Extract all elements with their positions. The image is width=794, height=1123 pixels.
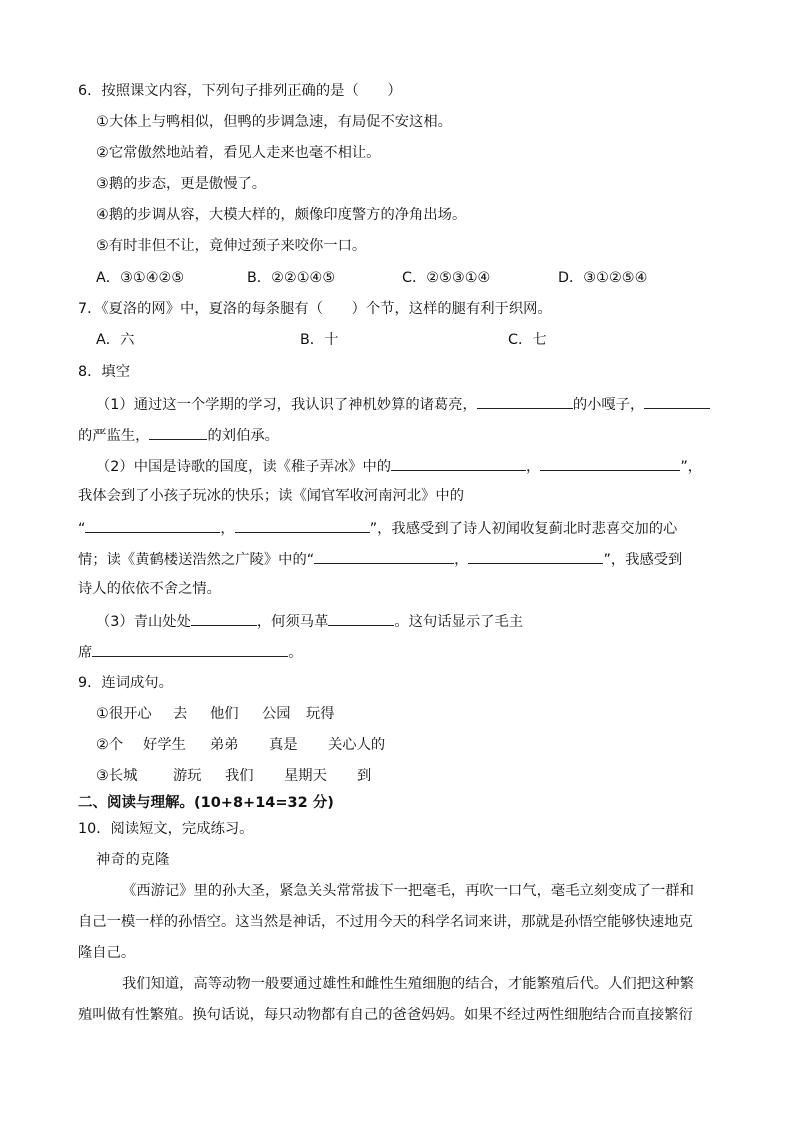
q6-item-3: ③鹅的步态，更是傲慢了。 <box>96 176 267 192</box>
q8-part2-line4 <box>78 548 682 570</box>
q6-item-1: ①大体上与鸭相似，但鸭的步调急速，有局促不安这相。 <box>96 114 452 130</box>
q6-item-2: ②它常傲然地站着，看见人走来也毫不相让。 <box>96 145 381 161</box>
q8-part1-text-d: 的刘伯承。 <box>207 428 279 444</box>
q9-word: 公园 <box>262 706 291 722</box>
comma: ， <box>454 552 469 568</box>
q8-part1-line2 <box>78 424 279 446</box>
fill-blank[interactable] <box>85 517 220 533</box>
q8-part3-text-c: 。这句话显示了毛主 <box>394 614 524 630</box>
q7-option-c: C．七 <box>508 332 547 348</box>
q6-option-a: A．③①④②⑤ <box>96 270 185 286</box>
q9-word: 星期天 <box>284 768 327 784</box>
fill-blank[interactable] <box>328 610 394 626</box>
q8-part3-text-a: （3）青山处处 <box>96 614 191 630</box>
quote-open: “ <box>78 521 86 537</box>
q9-word: 好学生 <box>143 737 186 753</box>
comma: ， <box>526 459 541 475</box>
q9-word: 游玩 <box>173 768 202 784</box>
fill-blank[interactable] <box>477 393 573 409</box>
q8-part3-line2 <box>78 641 303 663</box>
q8-part2-text-d-tail: ”，我感受到 <box>603 552 683 568</box>
q9-word: 玩得 <box>306 706 335 722</box>
q8-part2-text-c: ”，我感受到了诗人初闻收复蓟北时悲喜交加的心 <box>369 521 678 537</box>
q8-part1-text-b: 的小嘎子， <box>572 397 645 413</box>
q8-part2-line2: 我体会到了小孩子玩冰的快乐；读《闻官军收河南河北》中的 <box>78 488 465 504</box>
q9-word: 弟弟 <box>210 737 239 753</box>
q9-word: 他们 <box>210 706 239 722</box>
q8-part1-text-a: （1）通过这一个学期的学习，我认识了神机妙算的诸葛亮， <box>96 397 477 413</box>
fill-blank[interactable] <box>314 548 454 564</box>
passage-title: 神奇的克隆 <box>96 852 170 868</box>
q8-part2-line1 <box>96 455 702 477</box>
fill-blank[interactable] <box>540 455 680 471</box>
quote-close: ”， <box>680 459 703 475</box>
q6-item-5: ⑤有时非但不让，竟伸过颈子来咬你一口。 <box>96 238 367 254</box>
question-6-stem: 6．按照课文内容，下列句子排列正确的是（ ） <box>78 83 402 99</box>
passage-para-1-line-1: 《西游记》里的孙大圣，紧急关头常常拔下一把毫毛，再吹一口气，毫毛立刻变成了一群和 <box>122 883 694 899</box>
q8-part3-text-d: 席 <box>78 645 93 661</box>
fill-blank[interactable] <box>149 424 207 440</box>
q6-option-b: B．②②①④⑤ <box>247 270 336 286</box>
section-2-heading: 二、阅读与理解。(10+8+14=32 分) <box>78 795 334 811</box>
q9-word: 关心人的 <box>328 737 386 753</box>
q9-word: ①很开心 <box>96 706 152 722</box>
fill-blank[interactable] <box>92 641 288 657</box>
passage-para-2-line-2: 殖叫做有性繁殖。换句话说，每只动物都有自己的爸爸妈妈。如果不经过两性细胞结合而直接繁衍 <box>78 1007 693 1023</box>
q8-part1-text-c: 的严监生， <box>78 428 150 444</box>
fill-blank[interactable] <box>391 455 526 471</box>
fill-blank[interactable] <box>235 517 370 533</box>
passage-para-1-line-3: 隆自己。 <box>78 945 136 961</box>
q8-part1-line1 <box>96 393 710 415</box>
q6-option-d: D．③①②⑤④ <box>558 270 648 286</box>
q8-part3-line1 <box>96 610 523 632</box>
q6-item-4: ④鹅的步调从容，大模大样的，颇像印度警方的净角出场。 <box>96 207 467 223</box>
q8-part3-text-b: ，何须马革 <box>256 614 329 630</box>
q7-option-b: B．十 <box>300 332 339 348</box>
q9-word: 到 <box>357 768 372 784</box>
question-9-title: 9．连词成句。 <box>78 675 173 691</box>
q6-option-c: C．②⑤③①④ <box>402 270 491 286</box>
fill-blank[interactable] <box>191 610 257 626</box>
q8-part2-text-a: （2）中国是诗歌的国度，读《稚子弄冰》中的 <box>96 459 392 475</box>
question-8-title: 8．填空 <box>78 364 130 380</box>
q8-part2-line5: 诗人的依依不舍之情。 <box>78 581 221 597</box>
q8-part3-text-e: 。 <box>288 645 303 661</box>
q8-part2-text-d: 情；读《黄鹤楼送浩然之广陵》中的“ <box>78 552 315 568</box>
passage-para-2-line-1: 我们知道，高等动物一般要通过雄性和雌性生殖细胞的结合，才能繁殖后代。人们把这种繁 <box>122 976 694 992</box>
q9-word: ②个 <box>96 737 124 753</box>
q9-word: 去 <box>173 706 188 722</box>
q9-word: 真是 <box>269 737 298 753</box>
q8-part2-line3 <box>78 517 677 539</box>
fill-blank[interactable] <box>468 548 603 564</box>
fill-blank[interactable] <box>644 393 710 409</box>
question-7-stem: 7．《夏洛的网》中，夏洛的每条腿有（ ）个节，这样的腿有利于织网。 <box>78 301 552 317</box>
q9-word: 我们 <box>225 768 254 784</box>
q7-option-a: A．六 <box>96 332 135 348</box>
q9-word: ③长城 <box>96 768 138 784</box>
passage-para-1-line-2: 自己一模一样的孙悟空。这当然是神话，不过用今天的科学名词来讲，那就是孙悟空能够快速地克 <box>78 914 693 930</box>
question-10-stem: 10．阅读短文，完成练习。 <box>78 821 254 837</box>
comma: ， <box>220 521 235 537</box>
